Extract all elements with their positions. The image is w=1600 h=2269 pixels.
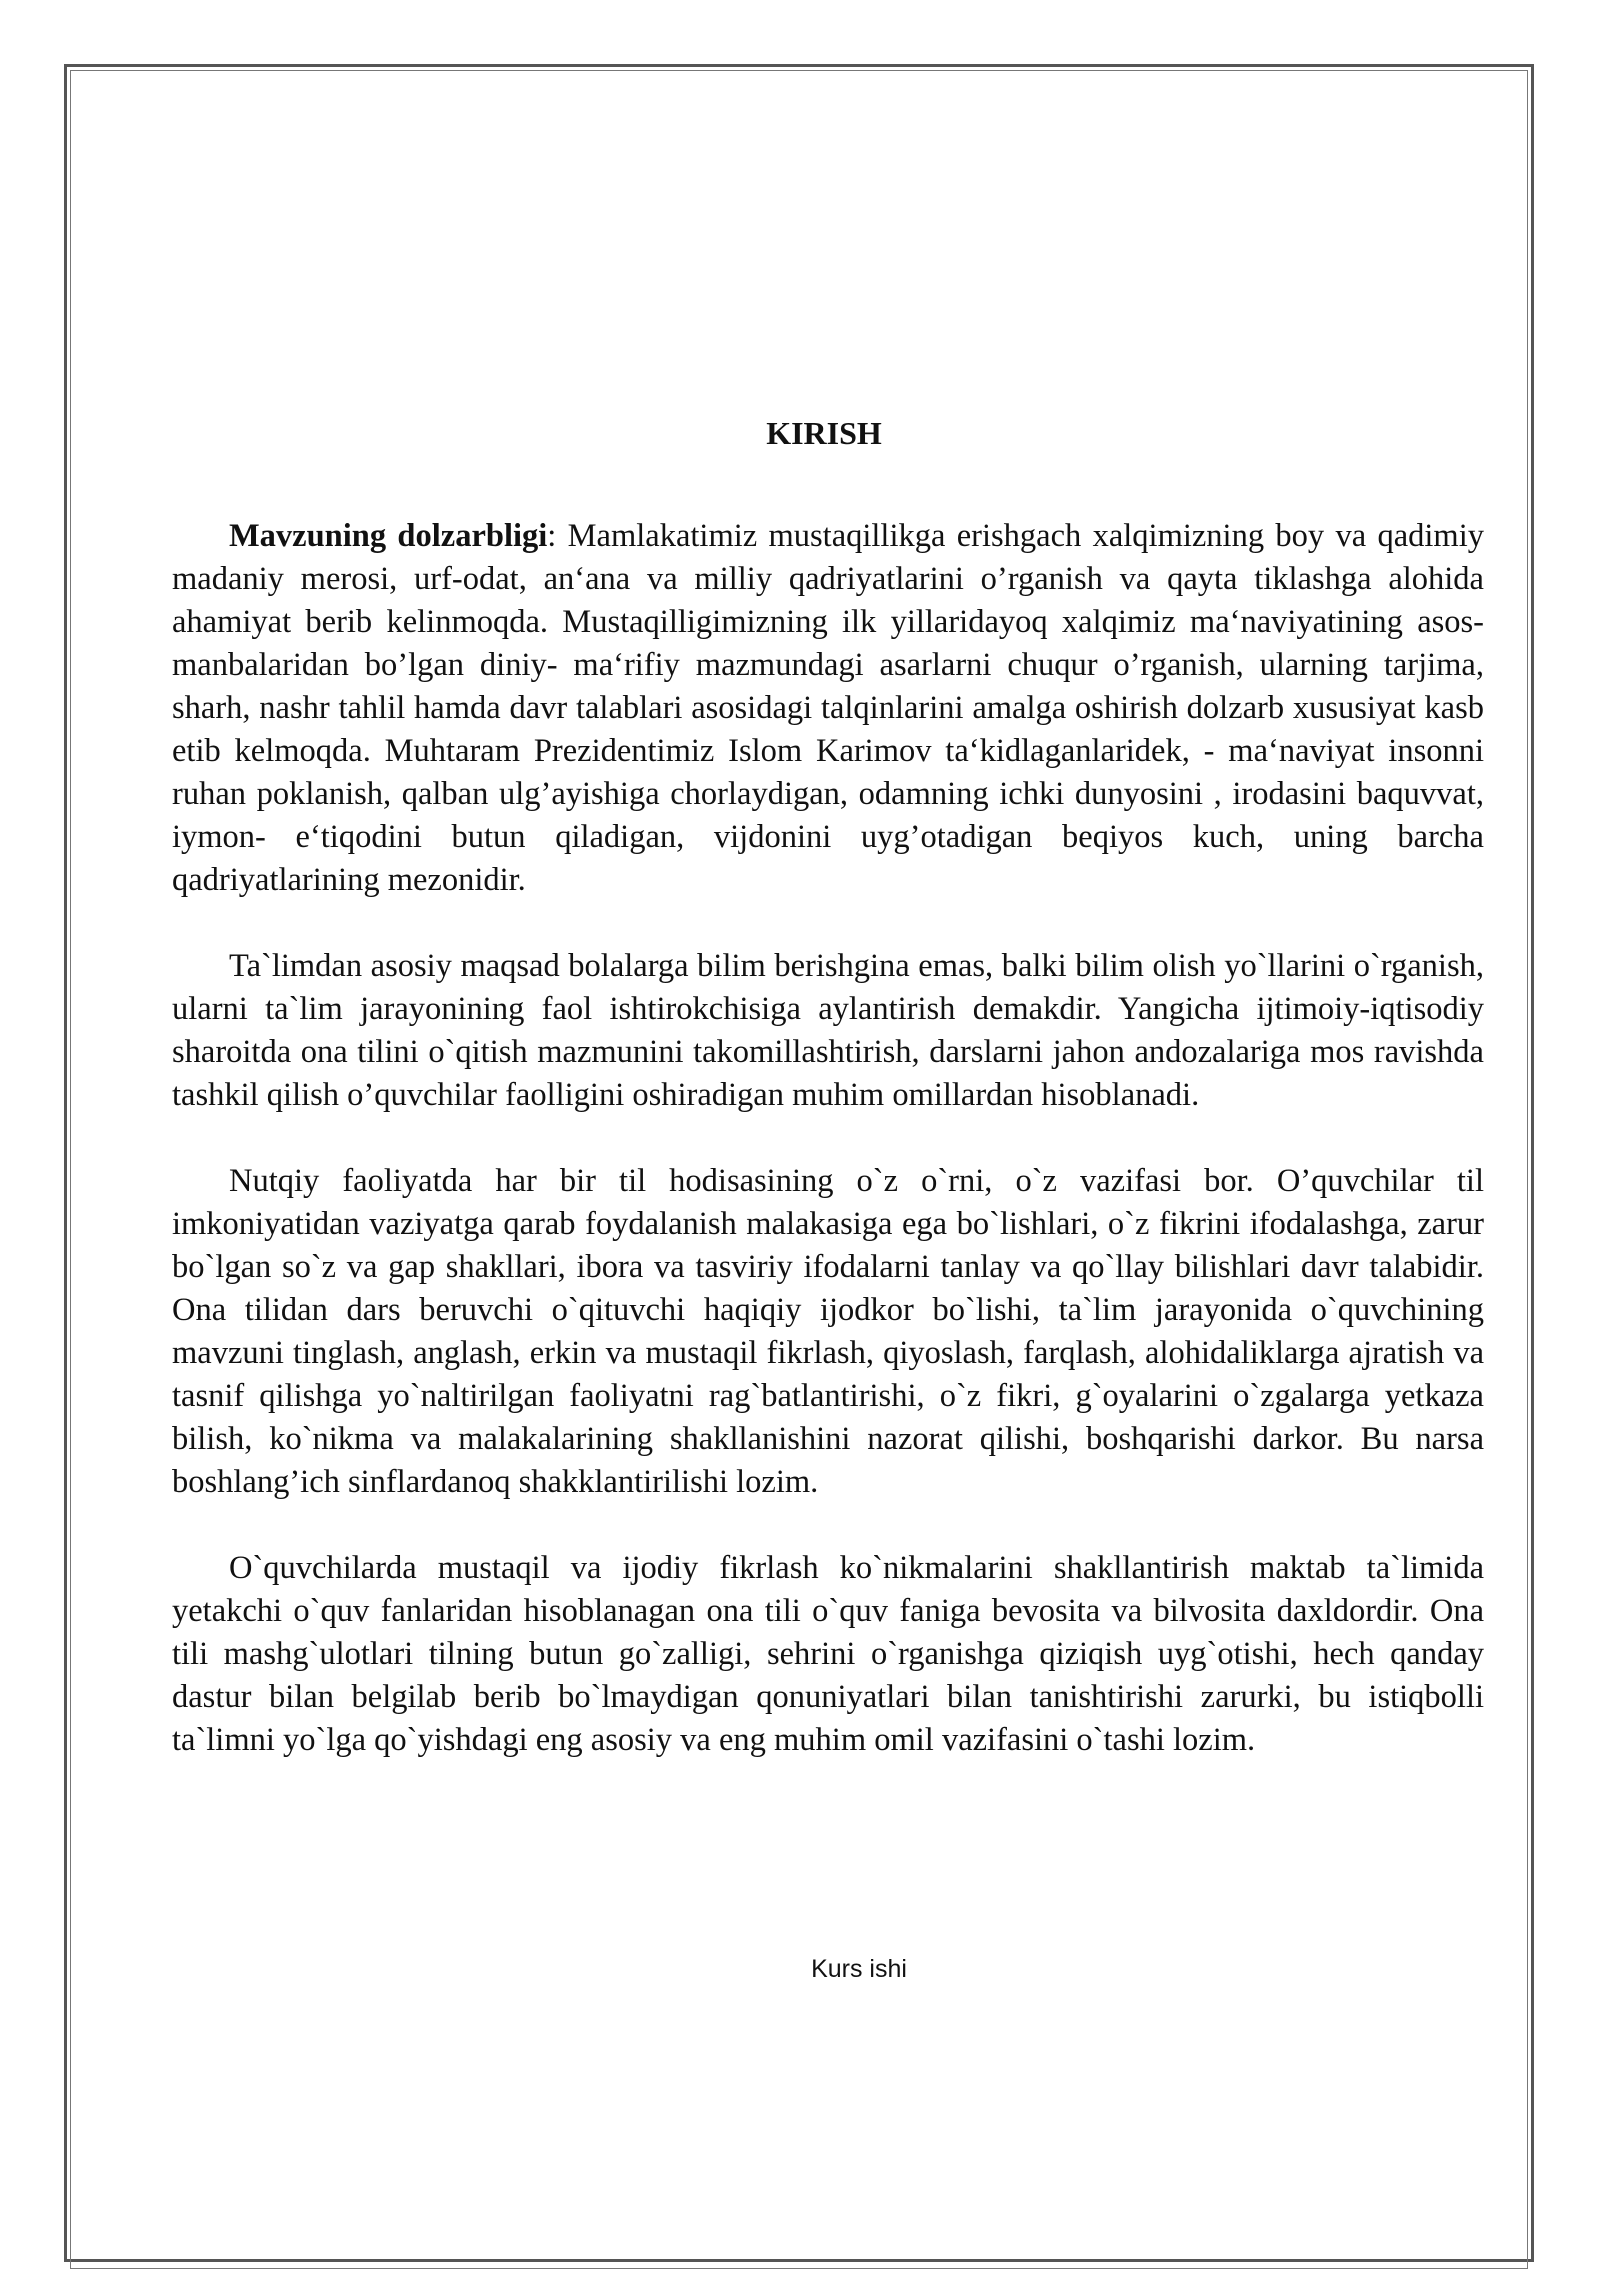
footer-label: Kurs ishi xyxy=(811,1955,907,1983)
paragraph-independent-thinking: O`quvchilarda mustaqil va ijodiy fikrlash ko`nikmalarini shakllantirish maktab ta`limida yetakchi o`quv fanlaridan hisoblanagan ona tili o`quv faniga bevosita va bilvosita daxldordir. Ona tili mashg`ulotlari tilning butun go`zalligi, sehrini o`rganishga qiziqish uyg`otishi, hech qanday dastur bilan belgilab berib bo`lmaydigan qonuniyatlari bilan tanishtirishi zarurki, bu istiqbolli ta`limni yo`lga qo`yishdagi eng asosiy va eng muhim omil vazifasini o`tashi lozim. xyxy=(172,1550,1484,1758)
paragraph-text: : Mamlakatimiz mustaqillikga erishgach xalqimizning boy va qadimiy madaniy merosi, urf-odat, an‘ana va milliy qadriyatlarini o’rganish va qayta tiklashga alohida ahamiyat berib kelinmoqda. Mustaqilligimizning ilk yillaridayoq xalqimiz ma‘naviyatining asos-manbalaridan bo’lgan diniy- ma‘rifiy mazmundagi asarlarni chuqur o’rganish, ularning tarjima, sharh, nashr tahlil hamda davr talablari asosidagi talqinlarini amalga oshirish dolzarb xususiyat kasb etib kelmoqda. Muhtaram Prezidentimiz Islom Karimov ta‘kidlaganlaridek, - ma‘naviyat insonni ruhan poklanish, qalban ulg’ayishiga chorlaydigan, odamning ichki dunyosini , irodasini baquvvat, iymon- e‘tiqodini butun qiladigan, vijdonini uyg’otadigan beqiyos kuch, uning barcha qadriyatlarining mezonidir. xyxy=(172,518,1484,898)
paragraph-lead: Mavzuning dolzarbligi xyxy=(229,518,548,554)
page-title: KIRISH xyxy=(766,415,882,451)
document-body xyxy=(172,515,1484,1805)
paragraph-relevance xyxy=(172,515,1484,902)
paragraph-speech-activity: Nutqiy faoliyatda har bir til hodisasining o`z o`rni, o`z vazifasi bor. O’quvchilar til imkoniyatidan vaziyatga qarab foydalanish malakasiga ega bo`lishlari, o`z fikrini ifodalashga, zarur bo`lgan so`z va gap shakllari, ibora va tasviriy ifodalarni tanlay va qo`llay bilishlari davr talabidir. Ona tilidan dars beruvchi o`qituvchi haqiqiy ijodkor bo`lishi, ta`lim jarayonida o`quvchining mavzuni tinglash, anglash, erkin va mustaqil fikrlash, qiyoslash, farqlash, alohidaliklarga ajratish va tasnif qilishga yo`naltirilgan faoliyatni rag`batlantirishi, o`z fikri, g`oyalarini o`zgalarga yetkaza bilish, ko`nikma va malakalarining shakllanishini nazorat qilishi, boshqarishi darkor. Bu narsa boshlang’ich sinflardanoq shakklantirilishi lozim. xyxy=(172,1163,1484,1500)
paragraph-education-goal: Ta`limdan asosiy maqsad bolalarga bilim berishgina emas, balki bilim olish yo`llarini o`rganish, ularni ta`lim jarayonining faol ishtirokchisiga aylantirish demakdir. Yangicha ijtimoiy-iqtisodiy sharoitda ona tilini o`qitish mazmunini takomillashtirish, darslarni jahon andozalariga mos ravishda tashkil qilish o’quvchilar faolligini oshiradigan muhim omillardan hisoblanadi. xyxy=(172,948,1484,1113)
